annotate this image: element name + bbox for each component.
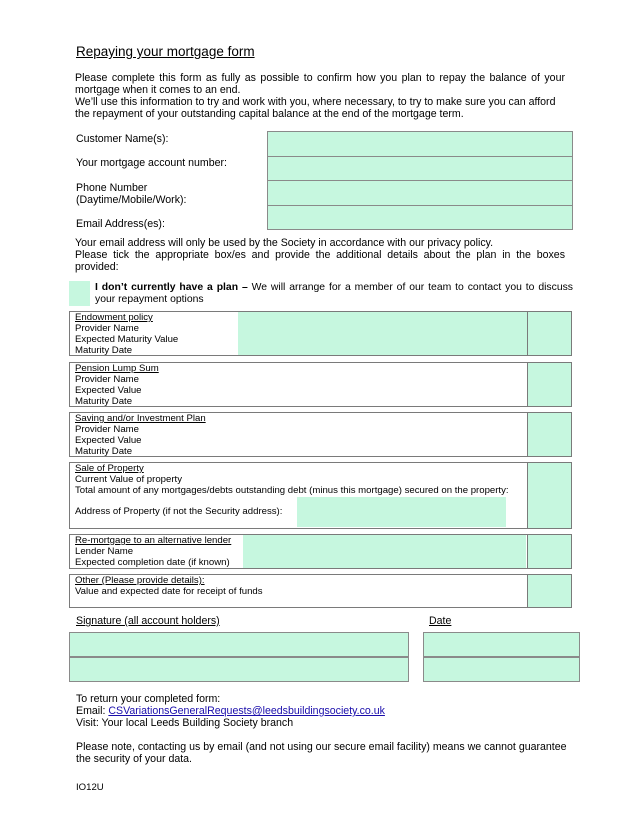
privacy-line-1: Your email address will only be used by the Society in accordance with our privacy policy.	[75, 237, 494, 249]
privacy-text	[75, 237, 565, 273]
property-line: Current Value of property	[75, 474, 183, 485]
security-note: Please note, contacting us by email (and not using our secure email facility) means we cannot guarantee the security of your data.	[76, 741, 567, 765]
no-plan-bold: I don’t currently have a plan –	[95, 282, 248, 293]
date-input-1[interactable]	[424, 633, 579, 656]
pension-line: Maturity Date	[75, 396, 133, 407]
endowment-text	[75, 312, 178, 356]
phone-field[interactable]	[267, 180, 573, 206]
phone-input[interactable]	[268, 181, 572, 205]
other-line: Value and expected date for receipt of funds	[75, 586, 263, 597]
phone-label-1: Phone Number	[76, 182, 148, 194]
email-field[interactable]	[267, 205, 573, 230]
remortgage-heading: Re-mortgage to an alternative lender	[75, 535, 232, 546]
no-plan-rest: We will arrange for a member of our team to contact you to discuss your repayment options	[95, 282, 573, 305]
remortgage-line: Lender Name	[75, 546, 134, 557]
endowment-line: Maturity Date	[75, 345, 133, 356]
email-prefix: Email:	[76, 705, 109, 717]
property-line: Total amount of any mortgages/debts outstanding debt (minus this mortgage) secured on the property:	[75, 485, 509, 496]
property-heading: Sale of Property	[75, 463, 144, 474]
no-plan-text	[95, 282, 573, 306]
other-heading: Other (Please provide details):	[75, 575, 205, 586]
visit-line: Visit: Your local Leeds Building Society branch	[76, 717, 294, 729]
no-plan-checkbox[interactable]	[69, 281, 90, 306]
saving-line: Provider Name	[75, 424, 139, 435]
customer-name-field[interactable]	[267, 131, 573, 157]
form-title: Repaying your mortgage form	[76, 44, 255, 59]
other-text	[75, 575, 263, 597]
date-field-1[interactable]	[423, 632, 580, 657]
signature-input-1[interactable]	[70, 633, 408, 656]
saving-heading: Saving and/or Investment Plan	[75, 413, 206, 424]
pension-checkbox[interactable]	[528, 363, 571, 406]
email-link[interactable]: CSVariationsGeneralRequests@leedsbuildingsociety.co.uk	[108, 705, 385, 717]
privacy-line-2: Please tick the appropriate box/es and provide the additional details about the plan in the boxes provided:	[75, 249, 565, 273]
pension-line: Expected Value	[75, 385, 142, 396]
pension-text	[75, 363, 159, 407]
saving-line: Maturity Date	[75, 446, 133, 457]
intro-line-2: We’ll use this information to try and work with you, where necessary, to try to make sure you can afford the repayment of your outstanding capital balance at the end of the mortgage term.	[75, 96, 556, 120]
saving-text	[75, 413, 206, 457]
property-line: Address of Property (if not the Security address):	[75, 506, 283, 517]
property-checkbox[interactable]	[528, 463, 571, 528]
intro-paragraph	[75, 72, 565, 120]
account-number-field[interactable]	[267, 156, 573, 181]
pension-heading: Pension Lump Sum	[75, 363, 159, 374]
property-text	[75, 463, 522, 517]
remortgage-line: Expected completion date (if known)	[75, 557, 230, 568]
remortgage-details-field[interactable]	[243, 535, 526, 568]
account-number-input[interactable]	[268, 157, 572, 180]
date-label: Date	[429, 615, 452, 627]
signature-input-2[interactable]	[70, 658, 408, 681]
customer-name-input[interactable]	[268, 132, 572, 156]
pension-line: Provider Name	[75, 374, 139, 385]
date-input-2[interactable]	[424, 658, 579, 681]
form-code: IO12U	[76, 782, 104, 793]
email-label: Email Address(es):	[76, 218, 165, 230]
date-field-2[interactable]	[423, 657, 580, 682]
customer-name-label: Customer Name(s):	[76, 133, 169, 145]
remortgage-text	[75, 535, 231, 568]
saving-checkbox[interactable]	[528, 413, 571, 456]
endowment-checkbox[interactable]	[528, 312, 571, 355]
signature-field-2[interactable]	[69, 657, 409, 682]
account-number-label: Your mortgage account number:	[76, 157, 227, 169]
saving-line: Expected Value	[75, 435, 142, 446]
return-label: To return your completed form:	[76, 693, 221, 705]
signature-label: Signature (all account holders)	[76, 615, 220, 627]
email-line	[76, 705, 385, 717]
phone-label-2: (Daytime/Mobile/Work):	[76, 194, 187, 206]
endowment-details-field[interactable]	[238, 312, 527, 355]
endowment-line: Provider Name	[75, 323, 139, 334]
intro-line-1: Please complete this form as fully as possible to confirm how you plan to repay the balance of your mortgage when it comes to an end.	[75, 72, 565, 96]
endowment-heading: Endowment policy	[75, 312, 153, 323]
remortgage-checkbox[interactable]	[528, 535, 571, 568]
signature-field-1[interactable]	[69, 632, 409, 657]
other-checkbox[interactable]	[528, 575, 571, 607]
email-input[interactable]	[268, 206, 572, 229]
endowment-line: Expected Maturity Value	[75, 334, 179, 345]
